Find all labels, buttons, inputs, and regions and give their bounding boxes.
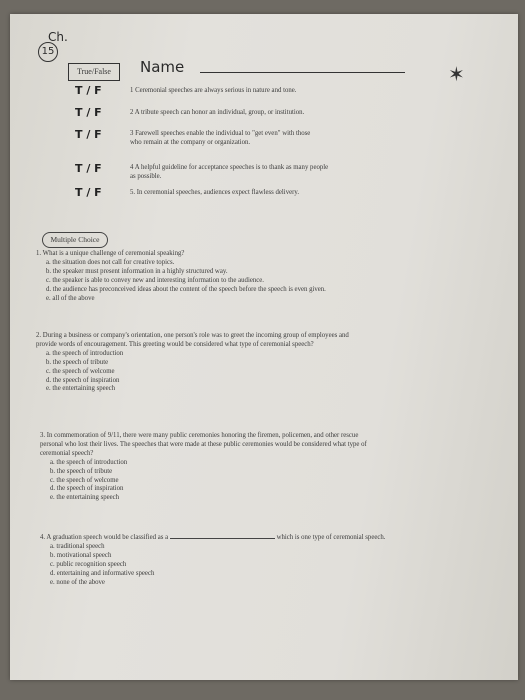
- question-stem: 1. What is a unique challenge of ceremonial speaking?: [36, 250, 185, 257]
- option: a. the speech of introduction: [50, 458, 128, 466]
- option: b. the speaker must present information in a highly structured way.: [46, 267, 228, 275]
- question-stem-after: which is one type of ceremonial speech.: [276, 534, 386, 541]
- question-4: [40, 534, 400, 587]
- question-3: [40, 432, 370, 503]
- name-label: Name: [140, 58, 185, 76]
- multiple-choice-label: Multiple Choice: [42, 232, 108, 248]
- tf-mark-2: T / F: [75, 106, 102, 119]
- option: a. traditional speech: [50, 542, 105, 550]
- question-stem: [40, 534, 400, 543]
- tf-statement-1: 1 Ceremonial speeches are always serious in nature and tone.: [130, 87, 297, 94]
- question-stem: 2. During a business or company's orientation, one person's role was to greet the incoming group of employees and provide words of encouragement. This greeting would be considered what type of ceremonial speech?: [36, 332, 349, 348]
- answer-blank: [170, 538, 275, 539]
- option: e. none of the above: [50, 578, 105, 586]
- tf-statement-3: 3 Farewell speeches enable the individual to "get even" with those who remain at the company or organization.: [130, 130, 311, 146]
- option: b. motivational speech: [50, 551, 112, 559]
- option: b. the speech of tribute: [50, 467, 113, 475]
- tf-mark-4: T / F: [75, 162, 102, 175]
- tf-mark-1: T / F: [75, 84, 102, 97]
- option: d. the speech of inspiration: [50, 485, 124, 493]
- tf-mark-5: T / F: [75, 186, 102, 199]
- tf-mark-3: T / F: [75, 128, 102, 141]
- question-stem-before: 4. A graduation speech would be classified as a: [40, 534, 169, 541]
- option: a. the speech of introduction: [46, 349, 124, 357]
- name-line: [200, 72, 405, 73]
- option: c. the speech of welcome: [50, 476, 119, 484]
- worksheet-page: [10, 14, 518, 680]
- option: d. the speech of inspiration: [46, 376, 120, 384]
- option: d. the audience has preconceived ideas about the content of the speech before the speech is even given.: [46, 285, 326, 293]
- option: e. the entertaining speech: [50, 494, 120, 502]
- option: e. all of the above: [46, 294, 95, 302]
- option: e. the entertaining speech: [46, 385, 116, 393]
- option: c. public recognition speech: [50, 560, 127, 568]
- tf-statement-2: 2 A tribute speech can honor an individual, group, or institution.: [130, 109, 305, 116]
- chapter-note: Ch.: [48, 30, 68, 44]
- question-1: [36, 250, 366, 303]
- tf-statement-4: 4 A helpful guideline for acceptance speeches is to thank as many people as possible.: [130, 164, 329, 180]
- true-false-label: True/False: [68, 63, 120, 81]
- option: c. the speaker is able to convey new and interesting information to the audience.: [46, 276, 264, 284]
- option: c. the speech of welcome: [46, 367, 115, 375]
- question-set-number: 15: [38, 42, 58, 62]
- doodle-star-icon: ✶: [448, 64, 465, 86]
- question-stem: 3. In commemoration of 9/11, there were many public ceremonies honoring the firemen, policemen, and other rescue personal who lost their lives. The speeches that were made at these public ceremonies would be considered what type of ceremonial speech?: [40, 432, 367, 457]
- tf-statement-5: 5. In ceremonial speeches, audiences expect flawless delivery.: [130, 189, 300, 196]
- option: d. entertaining and informative speech: [50, 569, 155, 577]
- question-2: [36, 332, 366, 394]
- option: b. the speech of tribute: [46, 358, 109, 366]
- option: a. the situation does not call for creative topics.: [46, 258, 175, 266]
